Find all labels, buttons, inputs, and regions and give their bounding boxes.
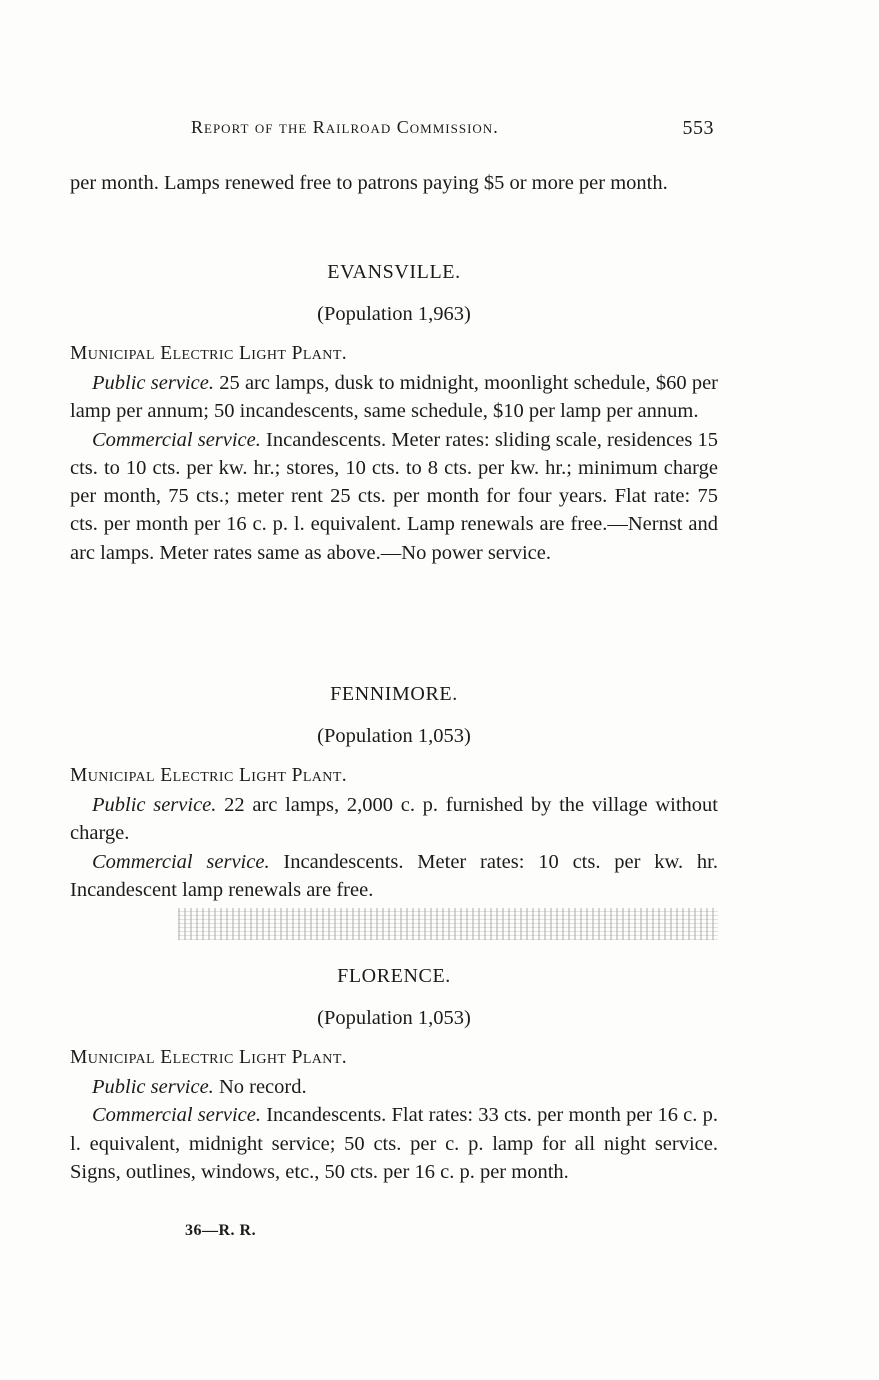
section-fennimore (70, 679, 718, 904)
running-head (70, 117, 718, 143)
intro-text: per month. Lamps renewed free to patrons paying $5 or more per month. (70, 172, 668, 194)
population-line: (Population 1,053) (317, 725, 471, 747)
commercial-service-paragraph (70, 1101, 718, 1186)
section-heading: FLORENCE. (337, 965, 451, 987)
population-line: (Population 1,963) (317, 303, 471, 325)
public-service-label: Public service. (92, 372, 214, 394)
scan-noise-band (178, 908, 718, 940)
commercial-service-label: Commercial service. (92, 1104, 261, 1127)
page-number: 553 (682, 117, 714, 139)
public-service-paragraph (70, 369, 718, 426)
public-service-label: Public service. (92, 794, 217, 816)
commercial-service-text: Incandescents. Meter rates: sliding scale, residences 15 cts. to 10 cts. per kw. hr.; stores, 10 cts. to 8 cts. per kw. hr.; minimum charge per month, 75 cts.; meter rent 25 cts. per month for four years. Flat rate: 75 cts. per month per 16 c. p. l. equivalent. Lamp renewals are free.—Nernst and arc lamps. Meter rates same as above.—No power service. (70, 428, 718, 564)
commercial-service-paragraph (70, 426, 718, 567)
public-service-text: No record. (213, 1076, 307, 1098)
plant-heading: Municipal Electric Light Plant. (70, 1047, 348, 1068)
commercial-service-text: Incandescents. Meter rates: 10 cts. per kw. hr. Incandescent lamp renewals are free. (70, 850, 718, 901)
section-heading: EVANSVILLE. (327, 261, 461, 283)
section-heading: FENNIMORE. (330, 683, 458, 705)
section-evansville (70, 257, 718, 567)
running-title: Report of the Railroad Commission. (191, 117, 499, 137)
public-service-paragraph (70, 791, 718, 848)
commercial-service-paragraph (70, 848, 718, 905)
signature-mark: 36—R. R. (185, 1222, 257, 1239)
intro-paragraph (70, 169, 718, 197)
commercial-service-label: Commercial service. (92, 428, 261, 451)
commercial-service-label: Commercial service. (92, 850, 270, 873)
public-service-label: Public service. (92, 1076, 214, 1098)
public-service-text: 25 arc lamps, dusk to midnight, moonlight schedule, $60 per lamp per annum; 50 incandescents, same schedule, $10 per lamp per annum. (70, 372, 718, 423)
section-florence (70, 961, 718, 1186)
population-line: (Population 1,053) (317, 1007, 471, 1029)
plant-heading: Municipal Electric Light Plant. (70, 765, 348, 786)
public-service-text: 22 arc lamps, 2,000 c. p. furnished by the village without charge. (70, 794, 718, 845)
commercial-service-text: Incandescents. Flat rates: 33 cts. per month per 16 c. p. l. equivalent, midnight service; 50 cts. per c. p. lamp for all night service. Signs, outlines, windows, etc., 50 cts. per 16 c. p. per month. (70, 1104, 718, 1183)
plant-heading: Municipal Electric Light Plant. (70, 343, 348, 364)
public-service-paragraph (70, 1073, 718, 1101)
